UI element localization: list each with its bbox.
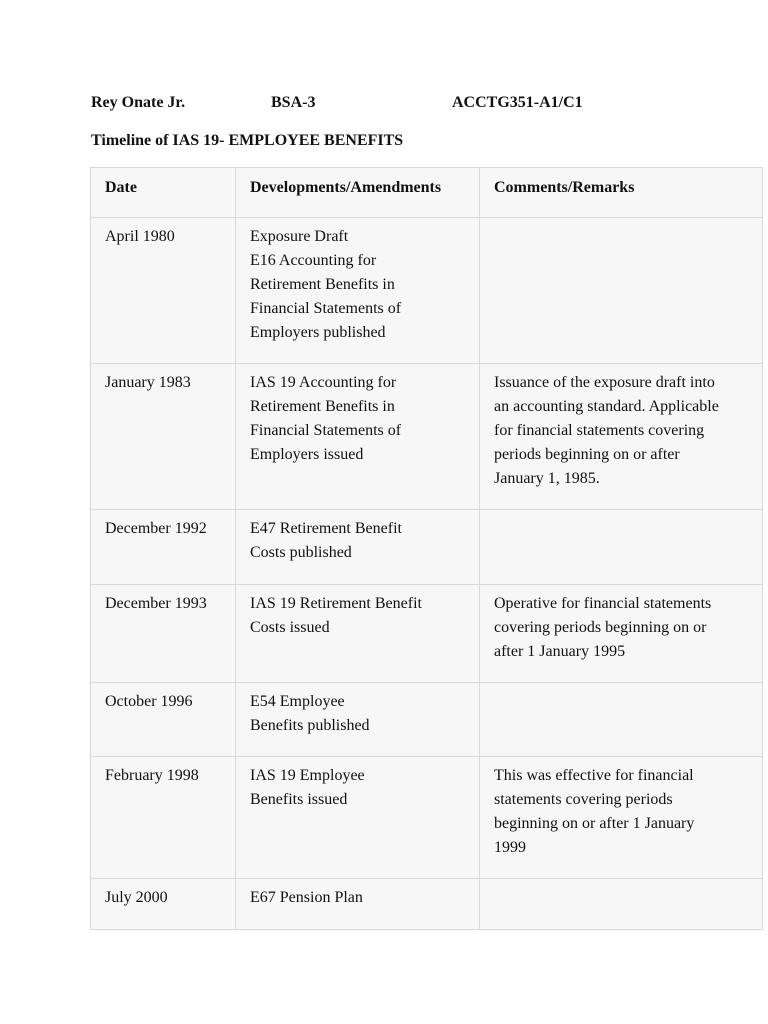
table-row	[91, 757, 763, 879]
timeline-table	[90, 167, 763, 930]
date-cell: October 1996	[91, 683, 236, 757]
development-cell: E47 Retirement Benefit Costs published	[236, 510, 480, 585]
development-cell: IAS 19 Employee Benefits issued	[236, 757, 480, 879]
development-cell: IAS 19 Accounting for Retirement Benefits in Financial Statements of Employers issued	[236, 364, 480, 510]
table-row	[91, 879, 763, 930]
document-title: Timeline of IAS 19- EMPLOYEE BENEFITS	[91, 132, 404, 149]
comment-cell: Operative for financial statements covering periods beginning on or after 1 January 1995	[480, 585, 763, 683]
column-header-comments: Comments/Remarks	[480, 168, 763, 218]
table-row	[91, 510, 763, 585]
development-cell: E54 Employee Benefits published	[236, 683, 480, 757]
date-cell: January 1983	[91, 364, 236, 510]
date-cell: July 2000	[91, 879, 236, 930]
author-name: Rey Onate Jr.	[91, 94, 186, 111]
development-cell: Exposure Draft E16 Accounting for Retirement Benefits in Financial Statements of Employers published	[236, 218, 480, 364]
comment-cell	[480, 218, 763, 364]
development-cell: E67 Pension Plan	[236, 879, 480, 930]
comment-cell	[480, 510, 763, 585]
column-header-date: Date	[91, 168, 236, 218]
date-cell: April 1980	[91, 218, 236, 364]
date-cell: December 1993	[91, 585, 236, 683]
comment-cell: This was effective for financial statements covering periods beginning on or after 1 January 1999	[480, 757, 763, 879]
program-code: BSA-3	[271, 94, 316, 111]
date-cell: February 1998	[91, 757, 236, 879]
table-row	[91, 218, 763, 364]
table-row	[91, 364, 763, 510]
table-row	[91, 683, 763, 757]
course-code: ACCTG351-A1/C1	[452, 94, 583, 111]
table-row	[91, 585, 763, 683]
date-cell: December 1992	[91, 510, 236, 585]
comment-cell	[480, 683, 763, 757]
comment-cell: Issuance of the exposure draft into an accounting standard. Applicable for financial statements covering periods beginning on or after January 1, 1985.	[480, 364, 763, 510]
column-header-developments: Developments/Amendments	[236, 168, 480, 218]
development-cell: IAS 19 Retirement Benefit Costs issued	[236, 585, 480, 683]
table-header-row	[91, 168, 763, 218]
comment-cell	[480, 879, 763, 930]
